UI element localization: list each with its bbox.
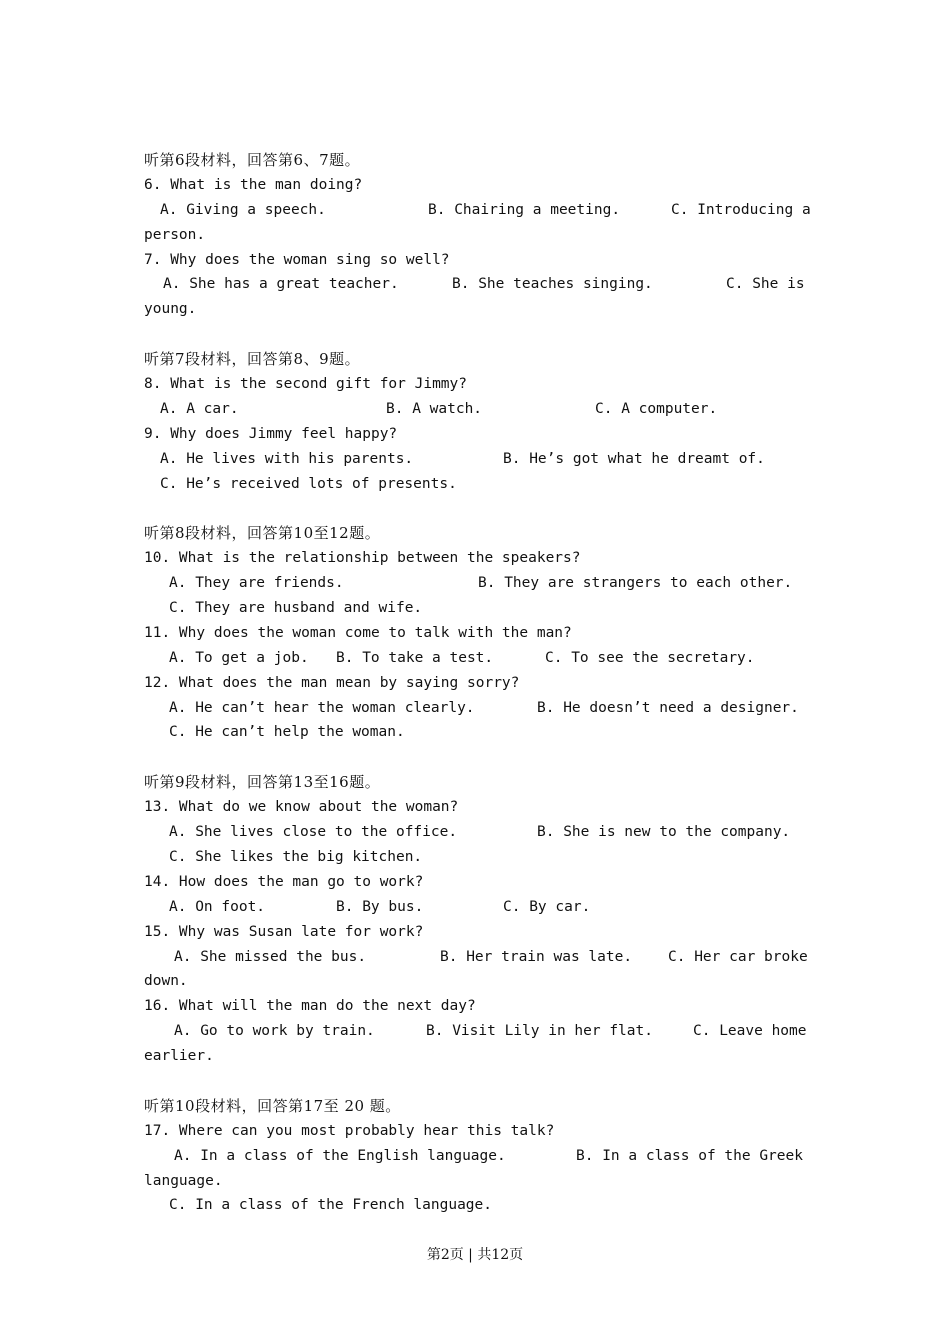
option-b: B. He doesn’t need a designer. (537, 699, 799, 716)
section-header: 听第10段材料，回答第17至 20 题。 (144, 1096, 401, 1115)
question-stem: 13. What do we know about the woman? (144, 799, 459, 816)
option-a: A. Giving a speech. (160, 201, 326, 218)
section-header: 听第8段材料，回答第10至12题。 (144, 524, 381, 543)
question-stem: 11. Why does the woman come to talk with the man? (144, 624, 572, 641)
option-b: B. By bus. (336, 898, 424, 915)
option-a: A. They are friends. (169, 575, 344, 592)
option-c: C. Leave home (693, 1023, 807, 1040)
section-header: 听第6段材料，回答第6、7题。 (144, 151, 361, 169)
option-b: B. They are strangers to each other. (478, 575, 793, 592)
option-row (144, 1019, 806, 1044)
option-row (144, 895, 806, 920)
option-row (144, 720, 806, 745)
option-a: A. She has a great teacher. (163, 276, 399, 293)
option-c: C. By car. (503, 898, 591, 915)
option-a: A. She missed the bus. (174, 948, 367, 965)
option-row (144, 596, 806, 621)
option-row (144, 397, 806, 422)
option-b: B. She is new to the company. (537, 824, 791, 841)
option-b: B. A watch. (386, 400, 483, 417)
option-row (144, 820, 806, 845)
option-a: A. She lives close to the office. (169, 824, 458, 841)
exam-page-body (144, 148, 811, 1218)
option-row (144, 198, 811, 223)
option-row (144, 945, 806, 970)
option-c: C. Her car broke (668, 948, 808, 965)
question-stem: 12. What does the man mean by saying sorry? (144, 674, 520, 691)
option-continuation: person. (144, 226, 206, 243)
option-c: C. He’s received lots of presents. (160, 475, 457, 492)
option-a: A. He can’t hear the woman clearly. (169, 699, 475, 716)
option-continuation: young. (144, 301, 197, 318)
option-c: C. Introducing a (671, 201, 811, 218)
option-b: B. She teaches singing. (452, 276, 653, 293)
option-row (144, 696, 806, 721)
option-a: A. He lives with his parents. (160, 450, 414, 467)
option-row (144, 272, 806, 297)
option-b: B. In a class of the Greek (576, 1147, 803, 1164)
option-c: C. A computer. (595, 400, 718, 417)
option-continuation: earlier. (144, 1048, 214, 1065)
question-stem: 6. What is the man doing? (144, 176, 363, 193)
option-c: C. She is (726, 276, 805, 293)
option-row (144, 571, 806, 596)
option-c: C. He can’t help the woman. (169, 724, 405, 741)
option-a: A. Go to work by train. (174, 1023, 375, 1040)
option-c: C. In a class of the French language. (169, 1197, 493, 1214)
question-stem: 16. What will the man do the next day? (144, 998, 476, 1015)
option-c: C. She likes the big kitchen. (169, 848, 423, 865)
option-continuation: down. (144, 973, 188, 990)
option-row (144, 1144, 806, 1169)
option-row (144, 472, 806, 497)
option-b: B. Her train was late. (440, 948, 633, 965)
option-b: B. Chairing a meeting. (428, 201, 621, 218)
option-a: A. On foot. (169, 898, 266, 915)
question-stem: 17. Where can you most probably hear this talk? (144, 1122, 555, 1139)
option-row (144, 447, 806, 472)
question-stem: 8. What is the second gift for Jimmy? (144, 376, 468, 393)
option-row (144, 845, 806, 870)
option-b: B. Visit Lily in her flat. (426, 1023, 653, 1040)
option-row (144, 1193, 806, 1218)
option-c: C. To see the secretary. (545, 649, 755, 666)
option-continuation: language. (144, 1172, 223, 1189)
option-a: A. In a class of the English language. (174, 1147, 506, 1164)
section-header: 听第7段材料，回答第8、9题。 (144, 350, 361, 369)
option-a: A. To get a job. (169, 649, 309, 666)
section-header: 听第9段材料，回答第13至16题。 (144, 773, 381, 792)
question-stem: 10. What is the relationship between the speakers? (144, 550, 581, 567)
option-b: B. To take a test. (336, 649, 494, 666)
option-c: C. They are husband and wife. (169, 600, 423, 617)
option-row (144, 646, 806, 671)
page-footer: 第2页 | 共12页 (426, 1247, 524, 1263)
question-stem: 9. Why does Jimmy feel happy? (144, 425, 398, 442)
option-b: B. He’s got what he dreamt of. (503, 450, 765, 467)
question-stem: 14. How does the man go to work? (144, 873, 424, 890)
option-a: A. A car. (160, 400, 239, 417)
question-stem: 15. Why was Susan late for work? (144, 923, 424, 940)
question-stem: 7. Why does the woman sing so well? (144, 251, 450, 268)
